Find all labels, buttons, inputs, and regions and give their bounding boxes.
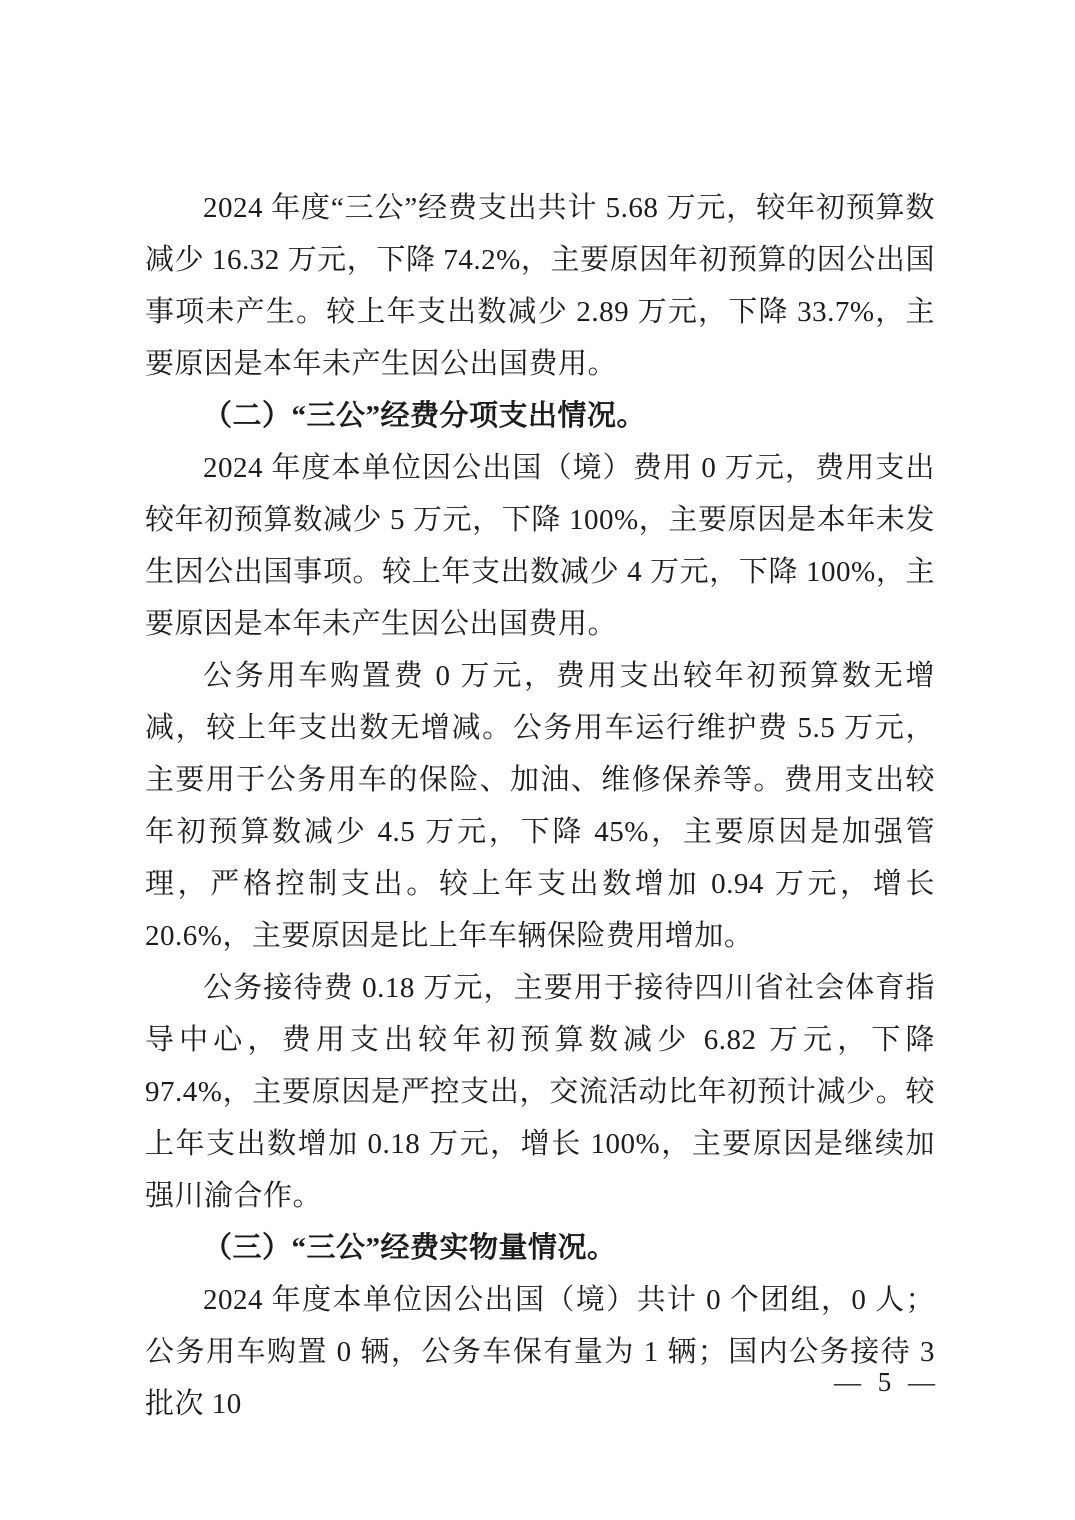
paragraph-physical-quantity-detail: 2024 年度本单位因公出国（境）共计 0 个团组，0 人；公务用车购置 0 辆，公务车保有量为 1 辆；国内公务接待 3 批次 10 (145, 1284, 935, 1420)
paragraph-overseas-travel-expense: 2024 年度本单位因公出国（境）费用 0 万元，费用支出较年初预算数减少 5 万元，下降 100%，主要原因是本年未发生因公出国事项。较上年支出数减少 4 万元，下降 100%，主要原因是本年未产生因公出国费用。 (145, 452, 935, 640)
paragraph-official-vehicle-expense: 公务用车购置费 0 万元，费用支出较年初预算数无增减，较上年支出数无增减。公务用车运行维护费 5.5 万元，主要用于公务用车的保险、加油、维修保养等。费用支出较年初预算数减少 4.5 万元，下降 45%，主要原因是加强管理，严格控制支出。较上年支出数增加 0.94 万元，增长 20.6%，主要原因是比上年车辆保险费用增加。 (145, 660, 935, 952)
section-heading-sangong-itemized: （二）“三公”经费分项支出情况。 (203, 400, 647, 432)
paragraph-official-reception-expense: 公务接待费 0.18 万元，主要用于接待四川省社会体育指导中心，费用支出较年初预算数减少 6.82 万元，下降 97.4%，主要原因是严控支出，交流活动比年初预计减少。较上年支出数增加 0.18 万元，增长 100%，主要原因是继续加强川渝合作。 (145, 972, 935, 1212)
page-number-footer: — 5 — (834, 1367, 935, 1397)
document-body (145, 182, 935, 1430)
section-heading-sangong-physical-quantity: （三）“三公”经费实物量情况。 (203, 1232, 617, 1264)
paragraph-sangong-total-expense: 2024 年度“三公”经费支出共计 5.68 万元，较年初预算数减少 16.32 万元，下降 74.2%，主要原因年初预算的因公出国事项未产生。较上年支出数减少 2.89 万元，下降 33.7%，主要原因是本年未产生因公出国费用。 (145, 192, 935, 380)
